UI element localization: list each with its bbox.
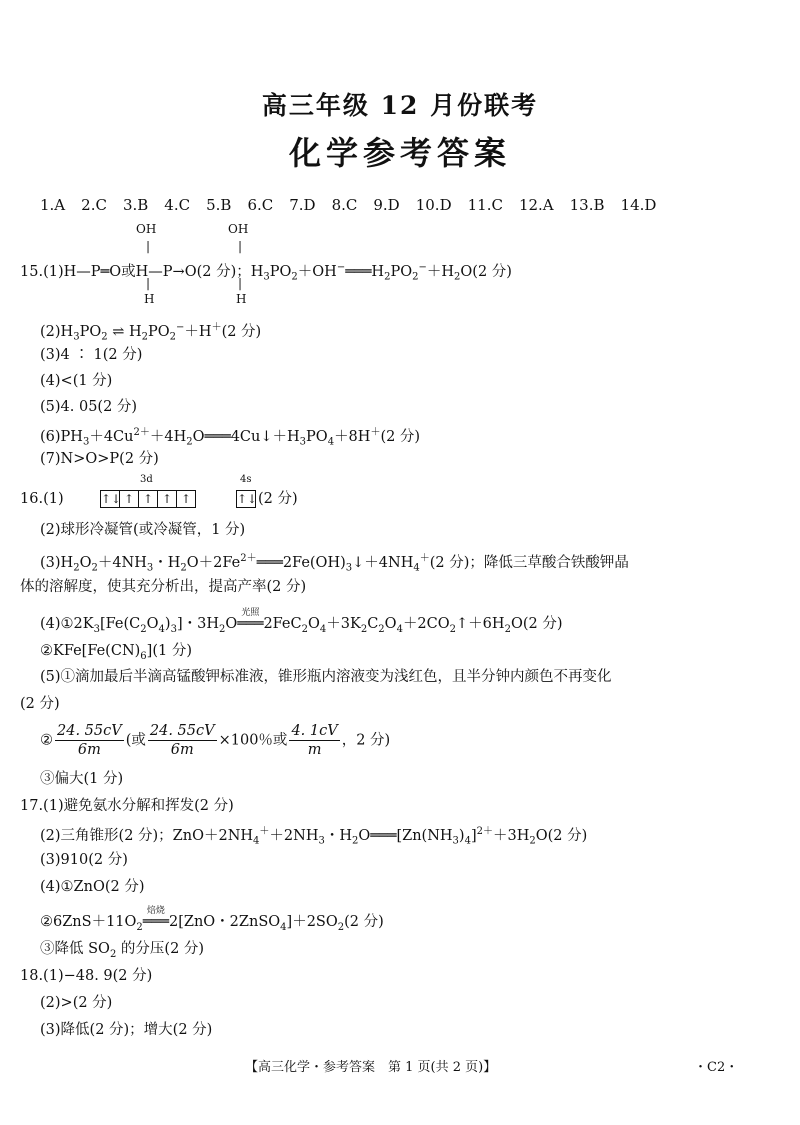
q16-line-5c: ② $\frac{24. 55cV}{6m}$ (或 $\frac{24. 55cV}{6m}$ ×100％或 $\frac{4. 1cV}{m}$ ，2 分) (40, 723, 391, 758)
mc-answer: 1.A (40, 196, 66, 214)
orbital-3d-box: ↑↓ ↑ ↑ ↑ ↑ (100, 490, 196, 508)
q17-line-3: (3)910(2 分) (40, 852, 128, 868)
mc-answer: 13.B (569, 196, 605, 214)
mc-answer: 10.D (415, 196, 452, 214)
mc-answer: 6.C (247, 196, 274, 214)
q16-line-5: (5)①滴加最后半滴高锰酸钾标准液，锥形瓶内溶液变为浅红色，且半分钟内颜色不再变化 (40, 669, 612, 685)
fraction-2: $\frac{24. 55cV}{6m}$ (149, 723, 215, 758)
q15-line-6: $(6)PH_3+4Cu^{2+}+4H_2O═══4Cu↓+H_3PO_4+8H^+(2$ 分) (40, 427, 421, 448)
fraction-1: $\frac{24. 55cV}{6m}$ (57, 723, 122, 758)
q16-line-5d: ③偏大(1 分) (40, 771, 124, 787)
q15-line-3: (3)4 ∶ 1(2 分) (40, 347, 143, 363)
q16-line-3b: 体的溶解度，使其充分析出，提高产率(2 分) (20, 579, 307, 595)
q16-score-1: (2 分) (258, 491, 298, 507)
orbital-3d-label: 3d (140, 474, 153, 485)
q15-bond-3: | (146, 276, 151, 290)
q16-line-2: (2)球形冷凝管(或冷凝管，1 分) (40, 522, 246, 538)
fraction-3: $\frac{4. 1cV}{m}$ (291, 723, 338, 758)
q15-line-2: $(2)H_3PO_2$ ⇌ $H_2PO_2^-+H^+(2$ 分) (40, 322, 262, 343)
footer: 【高三化学・参考答案 第 1 页(共 2 页)】 (245, 1060, 497, 1075)
q16-line-4b: $②KFe[Fe(CN)_6](1$ 分) (40, 643, 192, 662)
mc-answer: 12.A (518, 196, 554, 214)
mc-answer: 9.D (373, 196, 400, 214)
q15-line-7: (7)N>O>P(2 分) (40, 451, 159, 467)
q18-line-2: (2)>(2 分) (40, 995, 113, 1011)
q17-line-6: ③降低 $SO_2$ 的分压(2 分) (40, 941, 205, 960)
mc-answer: 11.C (467, 196, 503, 214)
page-subtitle: 化学参考答案 (288, 134, 511, 172)
q15-h-2: H (236, 292, 247, 306)
q18-line-1: 18.(1)−48. 9(2 分) (20, 968, 153, 984)
mc-answers (40, 196, 720, 214)
roast-condition: 焙烧 (146, 906, 165, 916)
q16-line-5b: (2 分) (20, 696, 60, 712)
mc-answer: 8.C (331, 196, 358, 214)
q15-line-5: (5)4. 05(2 分) (40, 399, 138, 415)
q15-line-1: 15.(1)H—P═O或H—P→O(2 分)；$H_3PO_2+OH^-═══H_2PO_2^-+H_2O(2$ 分) (20, 262, 512, 283)
page-title: 高三年级 12 月份联考 (261, 91, 539, 120)
orbital-4s-box: ↑↓ (237, 492, 258, 506)
mc-answer: 5.B (206, 196, 232, 214)
mc-answer: 3.B (122, 196, 149, 214)
q18-line-3: (3)降低(2 分)；增大(2 分) (40, 1022, 213, 1038)
q15-bond-1: | (146, 239, 151, 253)
q15-h-1: H (144, 292, 155, 306)
q15-oh-2: OH (228, 222, 249, 236)
q17-line-1: 17.(1)避免氨水分解和挥发(2 分) (20, 798, 234, 814)
mc-answer: 14.D (620, 196, 657, 214)
q17-line-4: (4)①ZnO(2 分) (40, 879, 145, 895)
q16-line-3: $(3)H_2O_2+4NH_3$・$H_2O+2Fe^{2+}═══2Fe(OH)_3↓+4NH_4^+(2$ 分)；降低三草酸合铁酸钾晶 (40, 553, 629, 574)
q17-line-5: $②6ZnS+11O_2═══$ 焙烧 2[ZnO・$2ZnSO_4]+2SO_2(2$ 分) (40, 912, 384, 938)
q15-bond-4: | (238, 276, 243, 290)
orbital-4s-label: 4s (240, 474, 252, 485)
q17-line-2: (2)三角锥形(2 分)；$ZnO+2NH_4^++2NH_3$・$H_2O═══[Zn(NH_3)_4]^{2+}+3H_2O(2$ 分) (40, 826, 588, 847)
mc-answer: 4.C (164, 196, 191, 214)
q15-oh-1: OH (136, 222, 157, 236)
q16-line-1: 16.(1) (20, 491, 64, 507)
page-mark: ・C2・ (694, 1060, 739, 1075)
q15-line-4: (4)<(1 分) (40, 373, 113, 389)
light-condition: 光照 (241, 608, 260, 618)
q16-line-4: $(4)①2K_3[Fe(C_2O_4)_3]$・$3H_2O═══$ 光照 $2FeC_2O_4+3K_2C_2O_4+2CO_2↑+6H_2O(2$ 分) (40, 614, 562, 640)
q15-bond-2: | (238, 239, 243, 253)
mc-answer: 2.C (81, 196, 107, 214)
mc-answer: 7.D (289, 196, 316, 214)
